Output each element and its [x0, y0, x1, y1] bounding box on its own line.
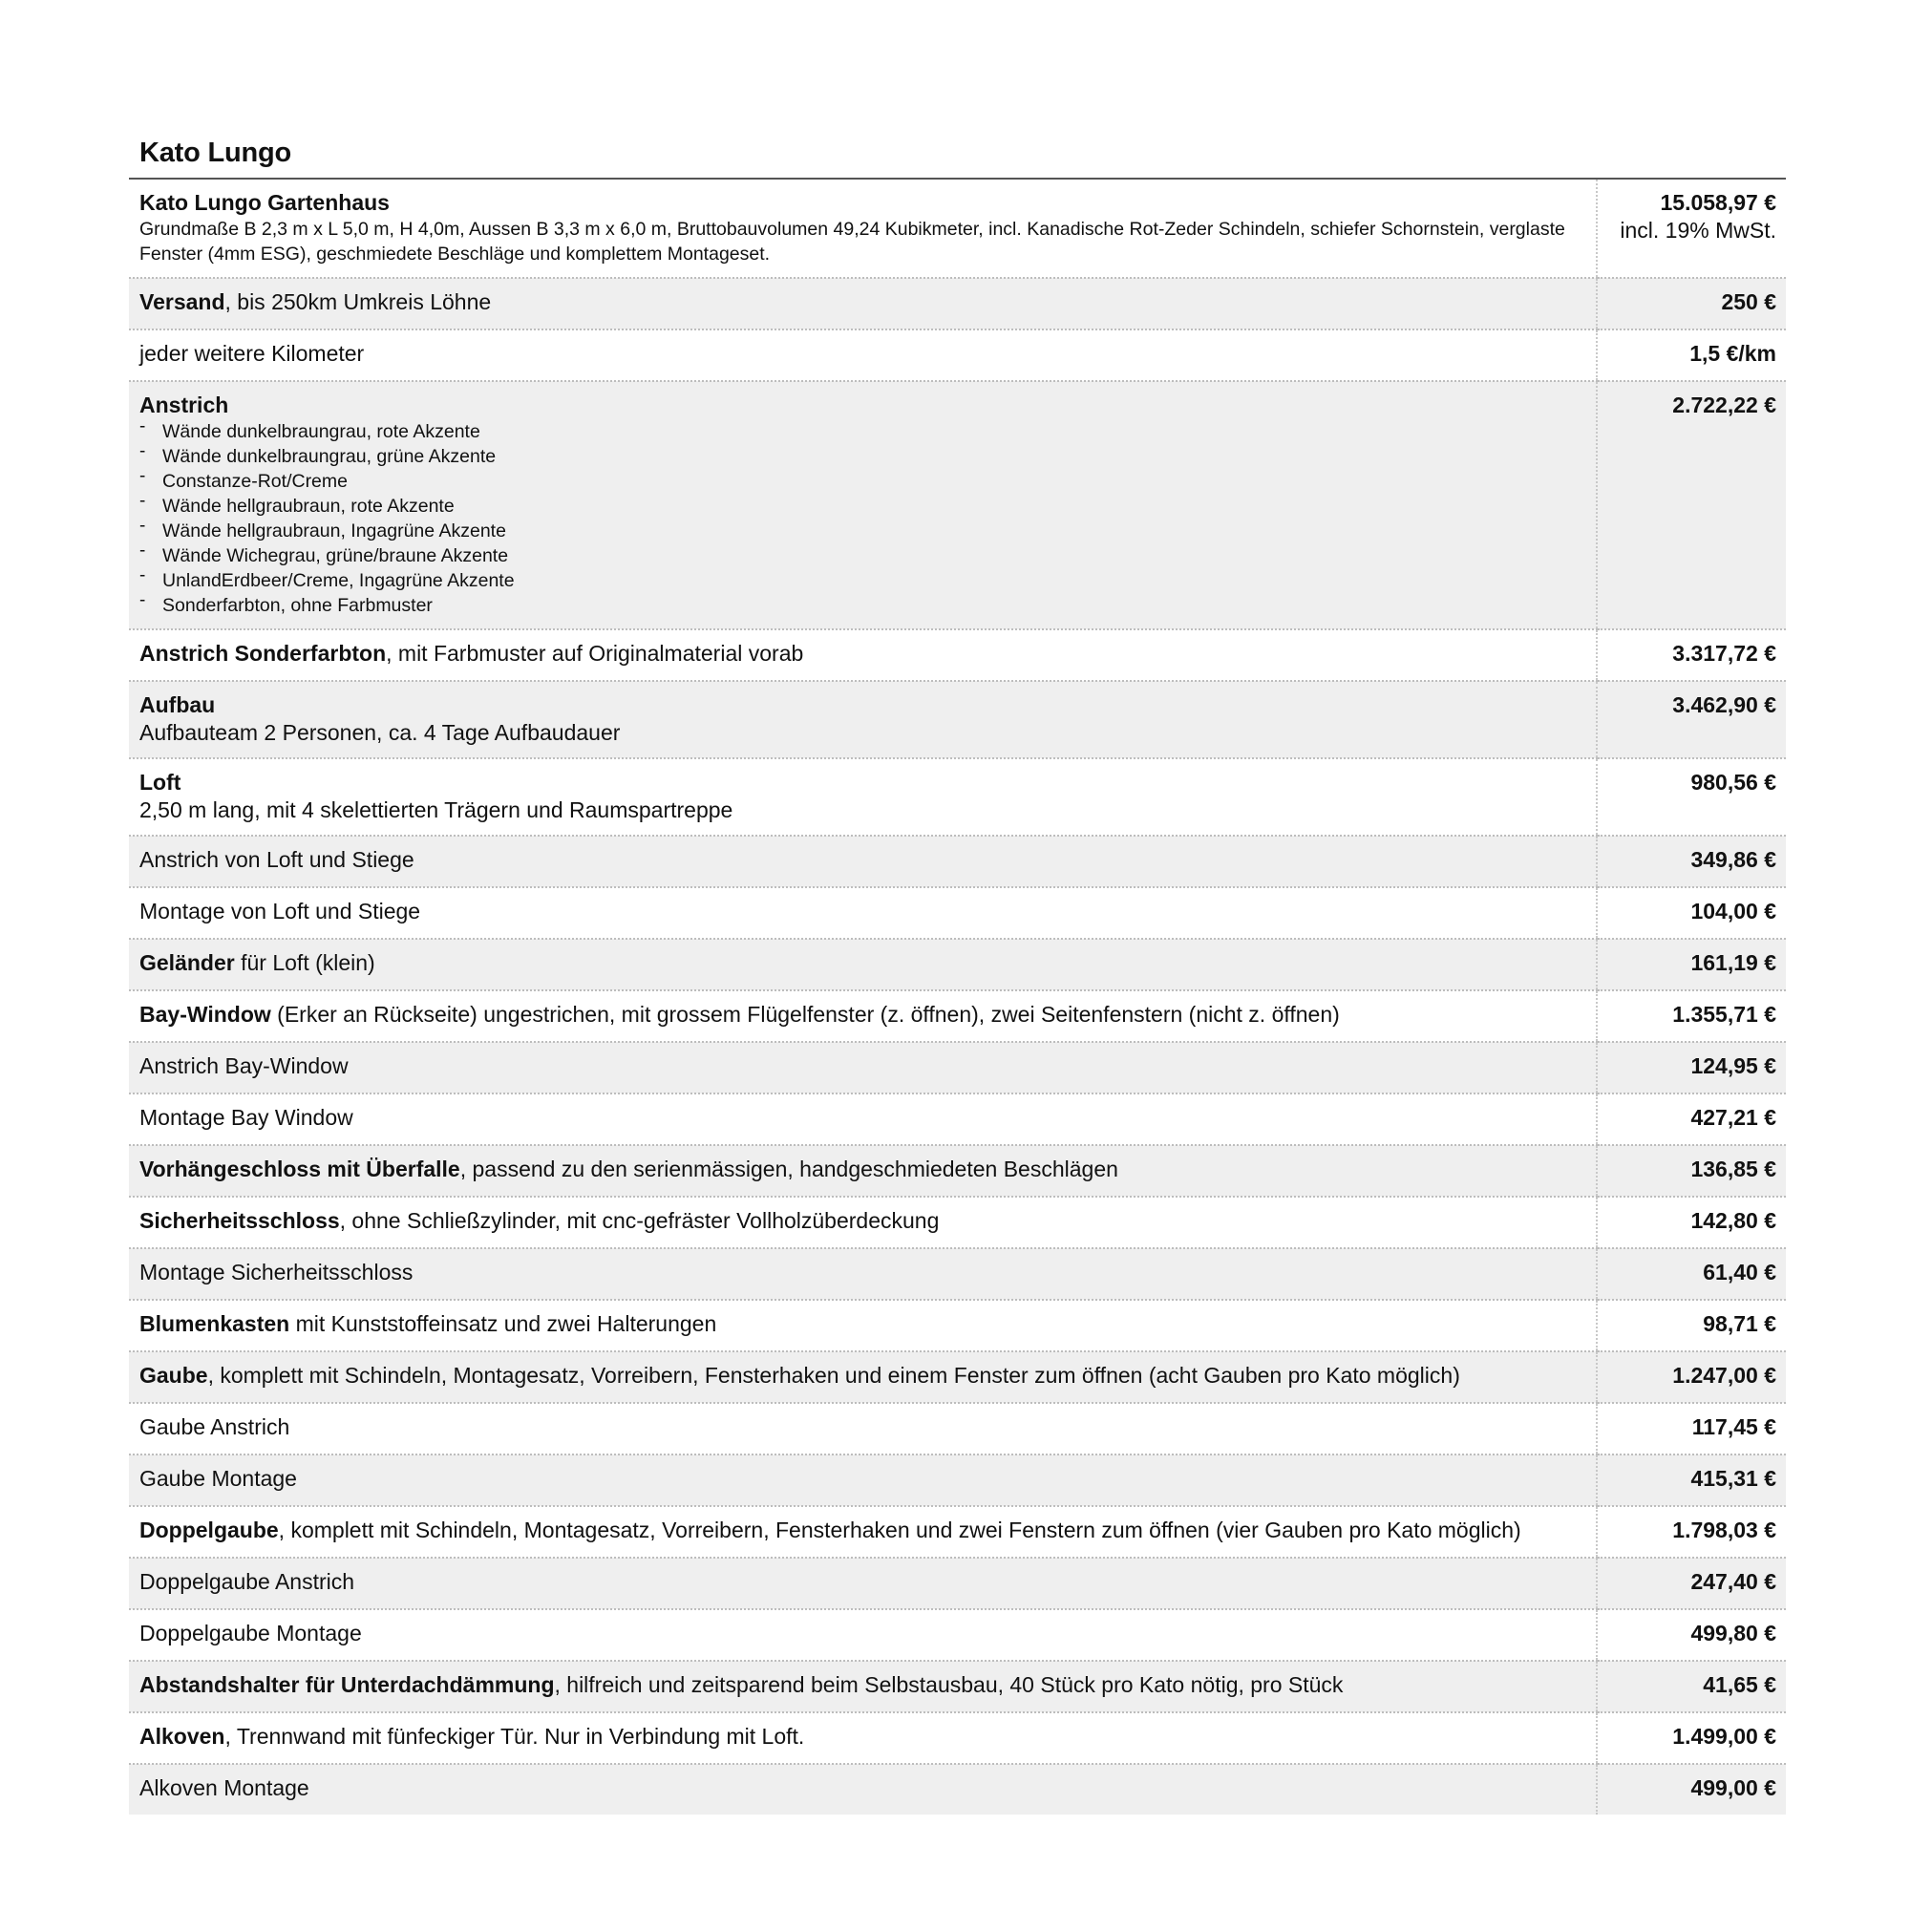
item-detail: (Erker an Rückseite) ungestrichen, mit grossem Flügelfenster (z. öffnen), zwei Seitenfenstern (nicht z. öffnen)	[270, 1002, 1340, 1027]
color-option: - Constanze-Rot/Creme	[139, 466, 348, 492]
table-row-anstrich	[129, 381, 1786, 629]
item-price: 349,86 €	[1597, 836, 1786, 887]
item-detail: für Loft (klein)	[234, 950, 375, 975]
item-description: Montage von Loft und Stiege	[129, 887, 1597, 939]
item-description	[129, 381, 1597, 629]
item-description: Doppelgaube Anstrich	[129, 1558, 1597, 1609]
table-row-aufbau	[129, 681, 1786, 758]
item-description	[129, 1506, 1597, 1558]
table-row-versand	[129, 278, 1786, 329]
item-price: 117,45 €	[1597, 1403, 1786, 1454]
item-detail: , passend zu den serienmässigen, handgeschmiedeten Beschlägen	[459, 1157, 1118, 1181]
item-price: 104,00 €	[1597, 887, 1786, 939]
color-option: - Wände hellgraubraun, Ingagrüne Akzente	[139, 516, 506, 541]
item-description	[129, 939, 1597, 990]
item-price: 3.462,90 €	[1597, 681, 1786, 758]
item-detail: 2,50 m lang, mit 4 skelettierten Trägern und Raumspartreppe	[139, 797, 733, 822]
item-description: Montage Bay Window	[129, 1093, 1597, 1145]
item-description: Montage Sicherheitsschloss	[129, 1248, 1597, 1300]
item-detail: , komplett mit Schindeln, Montagesatz, Vorreibern, Fensterhaken und einem Fenster zum öffnen (acht Gauben pro Kato möglich)	[207, 1363, 1460, 1388]
table-row	[129, 1764, 1786, 1815]
color-option: - UnlandErdbeer/Creme, Ingagrüne Akzente	[139, 565, 515, 591]
item-name: Anstrich Sonderfarbton	[139, 641, 387, 666]
color-option: - Wände Wichegrau, grüne/braune Akzente	[139, 541, 509, 566]
table-row	[129, 1300, 1786, 1351]
item-description	[129, 990, 1597, 1042]
table-row	[129, 1197, 1786, 1248]
item-price: 499,80 €	[1597, 1609, 1786, 1661]
color-option: - Sonderfarbton, ohne Farbmuster	[139, 590, 433, 616]
item-description: Anstrich von Loft und Stiege	[129, 836, 1597, 887]
item-name: Kato Lungo Gartenhaus	[139, 190, 390, 215]
item-price	[1597, 180, 1786, 278]
dash-bullet-icon: -	[139, 590, 146, 610]
table-row	[129, 1145, 1786, 1197]
item-description	[129, 681, 1597, 758]
item-price: 61,40 €	[1597, 1248, 1786, 1300]
item-price: 142,80 €	[1597, 1197, 1786, 1248]
table-row	[129, 939, 1786, 990]
item-price: 499,00 €	[1597, 1764, 1786, 1815]
table-row	[129, 1042, 1786, 1093]
item-detail: Aufbauteam 2 Personen, ca. 4 Tage Aufbaudauer	[139, 720, 621, 745]
item-description	[129, 1351, 1597, 1403]
dash-bullet-icon: -	[139, 441, 146, 461]
color-option: - Wände hellgraubraun, rote Akzente	[139, 491, 455, 517]
item-price: 427,21 €	[1597, 1093, 1786, 1145]
item-description: Anstrich Bay-Window	[129, 1042, 1597, 1093]
item-description	[129, 1712, 1597, 1764]
color-option: - Wände dunkelbraungrau, rote Akzente	[139, 416, 480, 442]
table-row	[129, 1661, 1786, 1712]
table-row	[129, 1506, 1786, 1558]
item-description	[129, 180, 1597, 278]
item-detail: , mit Farbmuster auf Originalmaterial vorab	[386, 641, 804, 666]
item-detail: , hilfreich und zeitsparend beim Selbstausbau, 40 Stück pro Kato nötig, pro Stück	[554, 1672, 1344, 1697]
vat-note: incl. 19% MwSt.	[1620, 218, 1776, 243]
item-description	[129, 629, 1597, 681]
item-name: Aufbau	[139, 692, 216, 717]
dash-bullet-icon: -	[139, 516, 146, 536]
item-name: Alkoven	[139, 1724, 225, 1749]
dash-bullet-icon: -	[139, 416, 146, 436]
table-row	[129, 1248, 1786, 1300]
item-name: Sicherheitsschloss	[139, 1208, 340, 1233]
item-price: 1.247,00 €	[1597, 1351, 1786, 1403]
item-name: Bay-Window	[139, 1002, 271, 1027]
item-description: Gaube Anstrich	[129, 1403, 1597, 1454]
table-row-gartenhaus	[129, 180, 1786, 278]
item-name: Versand	[139, 289, 225, 314]
price-value: 15.058,97 €	[1660, 190, 1776, 215]
item-name: Blumenkasten	[139, 1311, 290, 1336]
item-description	[129, 1197, 1597, 1248]
table-row-anstrich-sonderfarbton	[129, 629, 1786, 681]
item-price: 980,56 €	[1597, 758, 1786, 836]
item-price: 161,19 €	[1597, 939, 1786, 990]
price-table	[129, 180, 1786, 1815]
dash-bullet-icon: -	[139, 466, 146, 486]
table-row	[129, 990, 1786, 1042]
item-price: 136,85 €	[1597, 1145, 1786, 1197]
color-option: - Wände dunkelbraungrau, grüne Akzente	[139, 441, 497, 467]
item-description: jeder weitere Kilometer	[129, 329, 1597, 381]
item-detail: , ohne Schließzylinder, mit cnc-gefräster Vollholzüberdeckung	[339, 1208, 940, 1233]
item-name: Gaube	[139, 1363, 208, 1388]
table-row	[129, 1351, 1786, 1403]
item-detail: , komplett mit Schindeln, Montagesatz, Vorreibern, Fensterhaken und zwei Fenstern zum öffnen (vier Gauben pro Kato möglich)	[278, 1518, 1521, 1542]
item-description	[129, 278, 1597, 329]
item-price: 1,5 €/km	[1597, 329, 1786, 381]
dash-bullet-icon: -	[139, 565, 146, 585]
item-description: Gaube Montage	[129, 1454, 1597, 1506]
item-name: Doppelgaube	[139, 1518, 279, 1542]
table-row	[129, 1712, 1786, 1764]
item-detail: , bis 250km Umkreis Löhne	[224, 289, 492, 314]
item-description: Alkoven Montage	[129, 1764, 1597, 1815]
dash-bullet-icon: -	[139, 491, 146, 511]
page-title: Kato Lungo	[129, 134, 1786, 180]
item-detail: mit Kunststoffeinsatz und zwei Halterungen	[289, 1311, 717, 1336]
item-price: 124,95 €	[1597, 1042, 1786, 1093]
item-name: Loft	[139, 770, 181, 795]
item-price: 3.317,72 €	[1597, 629, 1786, 681]
item-name: Abstandshalter für Unterdachdämmung	[139, 1672, 555, 1697]
item-price: 98,71 €	[1597, 1300, 1786, 1351]
color-options-list	[139, 416, 1585, 618]
item-price: 1.355,71 €	[1597, 990, 1786, 1042]
item-description	[129, 1300, 1597, 1351]
item-name: Geländer	[139, 950, 235, 975]
item-name: Vorhängeschloss mit Überfalle	[139, 1157, 460, 1181]
table-row	[129, 1093, 1786, 1145]
table-row-kilometer	[129, 329, 1786, 381]
item-description	[129, 1145, 1597, 1197]
table-row	[129, 1609, 1786, 1661]
table-row	[129, 1558, 1786, 1609]
item-price: 2.722,22 €	[1597, 381, 1786, 629]
item-price: 250 €	[1597, 278, 1786, 329]
price-list-page	[129, 134, 1786, 1815]
item-detail: , Trennwand mit fünfeckiger Tür. Nur in Verbindung mit Loft.	[224, 1724, 805, 1749]
item-description	[129, 1661, 1597, 1712]
item-price: 1.499,00 €	[1597, 1712, 1786, 1764]
item-name: Anstrich	[139, 393, 229, 417]
item-price: 1.798,03 €	[1597, 1506, 1786, 1558]
item-price: 415,31 €	[1597, 1454, 1786, 1506]
table-row	[129, 836, 1786, 887]
item-price: 247,40 €	[1597, 1558, 1786, 1609]
table-row	[129, 887, 1786, 939]
item-description: Doppelgaube Montage	[129, 1609, 1597, 1661]
dash-bullet-icon: -	[139, 541, 146, 561]
item-detail: Grundmaße B 2,3 m x L 5,0 m, H 4,0m, Aussen B 3,3 m x 6,0 m, Bruttobauvolumen 49,24 Kubikmeter, incl. Kanadische Rot-Zeder Schindeln, schiefer Schornstein, verglaste Fenster (4mm ESG), geschmiedete Beschläge und komplettem Montageset.	[139, 219, 1565, 265]
item-price: 41,65 €	[1597, 1661, 1786, 1712]
table-row-loft	[129, 758, 1786, 836]
table-row	[129, 1454, 1786, 1506]
item-description	[129, 758, 1597, 836]
table-row	[129, 1403, 1786, 1454]
